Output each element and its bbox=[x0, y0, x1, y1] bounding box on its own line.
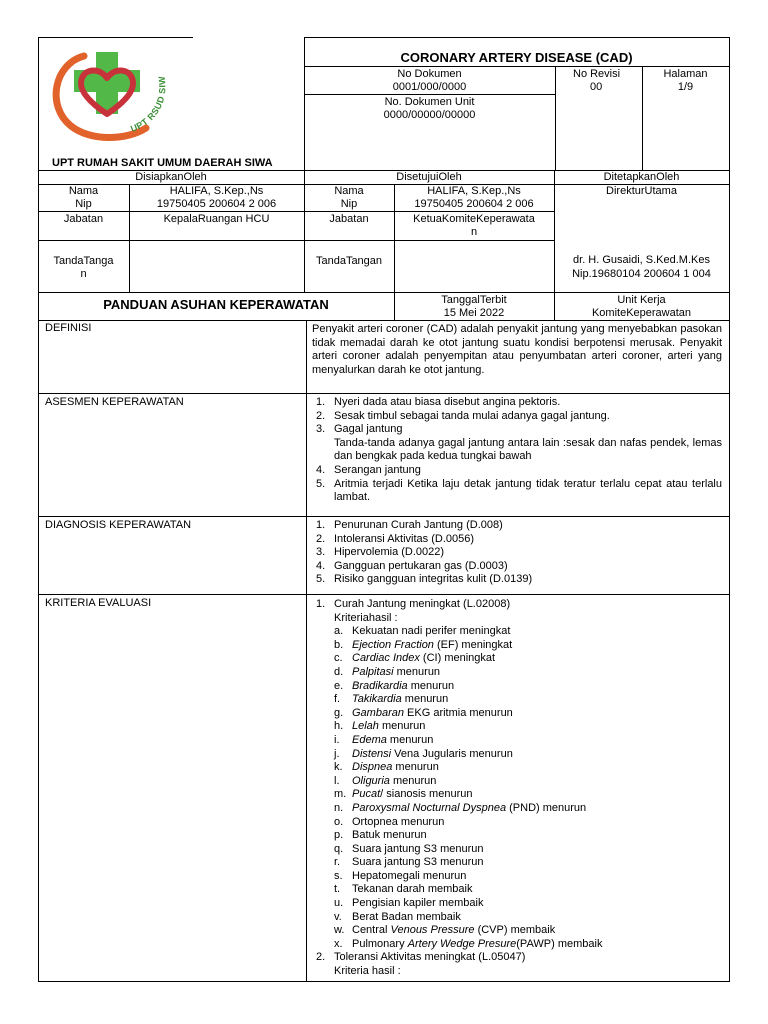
panduan-title: PANDUAN ASUHAN KEPERAWATAN bbox=[103, 297, 329, 312]
definisi-label: DEFINISI bbox=[45, 322, 92, 334]
list-item: 1. Curah Jantung meningkat (L.02008) Kriteriahasil : a. Kekuatan nadi perifer meningkat b. Ejection Fraction (EF) meningkat c. Cardiac Index (CI) meningkat d. Palpitasi menurun e. Bradikardia menurun f. Takikardia menurun g. Gambaran EKG aritmia menurun h. Lelah menurun i. Edema menurun j. Distensi Vena Jugularis menurun k. Dispnea menurun l. Oliguria menurun m. Pucat/ sianosis menurun n. Paroxysmal Nocturnal Dyspnea (PND) menurun o. Ortopnea menurun p. Batuk menurun q. Suara jantung S3 menurun r. Suara jantung S3 menurun s. Hepatomegali menurun t. Tekanan darah membaik u. Pengisian kapiler membaik v. Berat Badan membaik w. Central Venous Pressure (CVP) membaik x. Pulmonary Artery Wedge Presure(PAWP) membaik bbox=[312, 598, 722, 951]
list-item: 5. Aritmia terjadi Ketika laju detak jantung tidak teratur terlalu cepat atau terlalu lambat. bbox=[316, 477, 722, 504]
criteria-item: k. Dispnea menurun bbox=[334, 761, 439, 774]
appr-nip: 19750405 200604 2 006 bbox=[414, 198, 534, 210]
criteria-item: b. Ejection Fraction (EF) meningkat bbox=[334, 638, 513, 651]
unit-kerja-value: KomiteKeperawatan bbox=[591, 307, 692, 319]
prep-nama-label: Nama bbox=[68, 185, 99, 197]
list-item: 2. Toleransi Aktivitas meningkat (L.05047) Kriteria hasil : bbox=[312, 951, 722, 978]
director-nip: Nip.19680104 200604 1 004 bbox=[572, 268, 711, 280]
definisi-text: Penyakit arteri coroner (CAD) adalah penyakit jantung yang menyebabkan pasokan tidak memadai darah ke otot jantung suatu kondisi berpotensi merusak. Penyakit arteri coroner adalah penyempitan atau penyumbatan arteri coroner, arteri yang menyalurkan darah ke otot jantung. bbox=[312, 323, 722, 376]
logo-graphic bbox=[46, 44, 186, 144]
document-title: CORONARY ARTERY DISEASE (CAD) bbox=[400, 50, 633, 65]
no-dokumen-label: No Dokumen bbox=[397, 68, 462, 80]
criteria-item: m. Pucat/ sianosis menurun bbox=[334, 788, 473, 801]
kriteria-label: KRITERIA EVALUASI bbox=[45, 597, 152, 609]
no-revisi-label: No Revisi bbox=[573, 68, 621, 80]
director-title: DirekturUtama bbox=[606, 185, 677, 197]
criteria-item: x. Pulmonary Artery Wedge Presure(PAWP) membaik bbox=[334, 937, 603, 950]
ditetapkan-header: DitetapkanOleh bbox=[603, 171, 680, 183]
diagnosis-label: DIAGNOSIS KEPERAWATAN bbox=[45, 519, 192, 531]
tanda-tangan-left-label-2: n bbox=[80, 268, 87, 280]
asesmen-sub-text: Tanda-tanda adanya gagal jantung antara lain :sesak dan nafas pendek, lemas dan bengkak pada kedua tungkai bawah bbox=[334, 436, 722, 463]
no-dokumen-value: 0001/000/0000 bbox=[392, 81, 467, 93]
criteria-item: p. Batuk menurun bbox=[334, 829, 427, 842]
prep-nip-label: Nip bbox=[75, 198, 92, 210]
hospital-logo bbox=[46, 44, 186, 144]
tanda-tangan-mid-label: TandaTangan bbox=[315, 255, 383, 267]
list-item: 4. Serangan jantung bbox=[316, 463, 421, 476]
list-item: 3. Gagal jantung Tanda-tanda adanya gagal jantung antara lain :sesak dan nafas pendek, lemas dan bengkak pada kedua tungkai bawah bbox=[316, 423, 722, 463]
list-item: 2. Sesak timbul sebagai tanda mulai adanya gagal jantung. bbox=[316, 409, 610, 422]
criteria-item: s. Hepatomegali menurun bbox=[334, 869, 467, 882]
asesmen-label: ASESMEN KEPERAWATAN bbox=[45, 396, 184, 408]
prep-nip: 19750405 200604 2 006 bbox=[156, 198, 277, 210]
tanda-tangan-left-label: TandaTanga bbox=[53, 255, 114, 267]
prep-name: HALIFA, S.Kep.,Ns bbox=[169, 185, 264, 197]
prep-jabatan: KepalaRuangan HCU bbox=[163, 213, 270, 225]
halaman-value: 1/9 bbox=[677, 81, 694, 93]
criteria-item: e. Bradikardia menurun bbox=[334, 679, 455, 692]
appr-name: HALIFA, S.Kep.,Ns bbox=[427, 185, 521, 197]
list-item: 1. Penurunan Curah Jantung (D.008) bbox=[316, 519, 503, 531]
tanggal-terbit-value: 15 Mei 2022 bbox=[443, 307, 505, 319]
criteria-item: o. Ortopnea menurun bbox=[334, 815, 445, 828]
criteria-item: a. Kekuatan nadi perifer meningkat bbox=[334, 625, 511, 638]
kriteria-hasil-label-2: Kriteria hasil : bbox=[334, 965, 401, 978]
criteria-item: j. Distensi Vena Jugularis menurun bbox=[334, 747, 513, 760]
prep-jabatan-label: Jabatan bbox=[63, 213, 104, 225]
list-item: 3. Hipervolemia (D.0022) bbox=[316, 546, 445, 559]
list-item: 5. Risiko gangguan integritas kulit (D.0139) bbox=[316, 573, 533, 586]
criteria-item: h. Lelah menurun bbox=[334, 720, 426, 733]
criteria-item: d. Palpitasi menurun bbox=[334, 665, 441, 678]
criteria-item: q. Suara jantung S3 menurun bbox=[334, 842, 484, 855]
no-dok-unit-value: 0000/00000/00000 bbox=[383, 109, 476, 121]
criteria-item: t. Tekanan darah membaik bbox=[334, 883, 473, 896]
disiapkan-header: DisiapkanOleh bbox=[135, 171, 207, 183]
criteria-item: w. Central Venous Pressure (CVP) membaik bbox=[334, 924, 556, 937]
no-dok-unit-label: No. Dokumen Unit bbox=[384, 96, 475, 108]
criteria-item: r. Suara jantung S3 menurun bbox=[334, 856, 484, 869]
criteria-item: f. Takikardia menurun bbox=[334, 693, 449, 706]
criteria-item: v. Berat Badan membaik bbox=[334, 910, 461, 923]
appr-nama-label: Nama bbox=[334, 185, 364, 197]
disetujui-header: DisetujuiOleh bbox=[396, 171, 462, 183]
tanggal-terbit-label: TanggalTerbit bbox=[441, 294, 507, 306]
logo-text: UPT RSUD SIW bbox=[129, 75, 168, 134]
criteria-sublist bbox=[334, 625, 722, 951]
unit-kerja-label: Unit Kerja bbox=[617, 294, 666, 306]
appr-jabatan-line2: n bbox=[470, 226, 478, 238]
halaman-label: Halaman bbox=[663, 68, 708, 80]
criteria-item: g. Gambaran EKG aritmia menurun bbox=[334, 706, 513, 719]
list-item: 1. Nyeri dada atau biasa disebut angina pektoris. bbox=[316, 396, 561, 408]
diagnosis-list bbox=[312, 519, 722, 587]
director-name: dr. H. Gusaidi, S.Ked.M.Kes bbox=[573, 254, 710, 266]
no-revisi-value: 00 bbox=[590, 81, 603, 93]
list-item: 2. Intoleransi Aktivitas (D.0056) bbox=[316, 532, 475, 545]
criteria-item: u. Pengisian kapiler membaik bbox=[334, 897, 484, 910]
asesmen-list bbox=[312, 396, 722, 505]
appr-jabatan-line1: KetuaKomiteKeperawata bbox=[413, 213, 535, 225]
criteria-item: i. Edema menurun bbox=[334, 733, 434, 746]
hospital-name: UPT RUMAH SAKIT UMUM DAERAH SIWA bbox=[52, 157, 273, 169]
kriteria-hasil-label: Kriteriahasil : bbox=[334, 611, 398, 624]
criteria-item: n. Paroxysmal Nocturnal Dyspnea (PND) menurun bbox=[334, 801, 587, 814]
list-item: 4. Gangguan pertukaran gas (D.0003) bbox=[316, 559, 508, 572]
kriteria-list bbox=[312, 598, 722, 979]
criteria-item: l. Oliguria menurun bbox=[334, 774, 437, 787]
appr-nip-label: Nip bbox=[340, 198, 358, 210]
criteria-item: c. Cardiac Index (CI) meningkat bbox=[334, 652, 496, 665]
appr-jabatan-label: Jabatan bbox=[329, 213, 369, 225]
